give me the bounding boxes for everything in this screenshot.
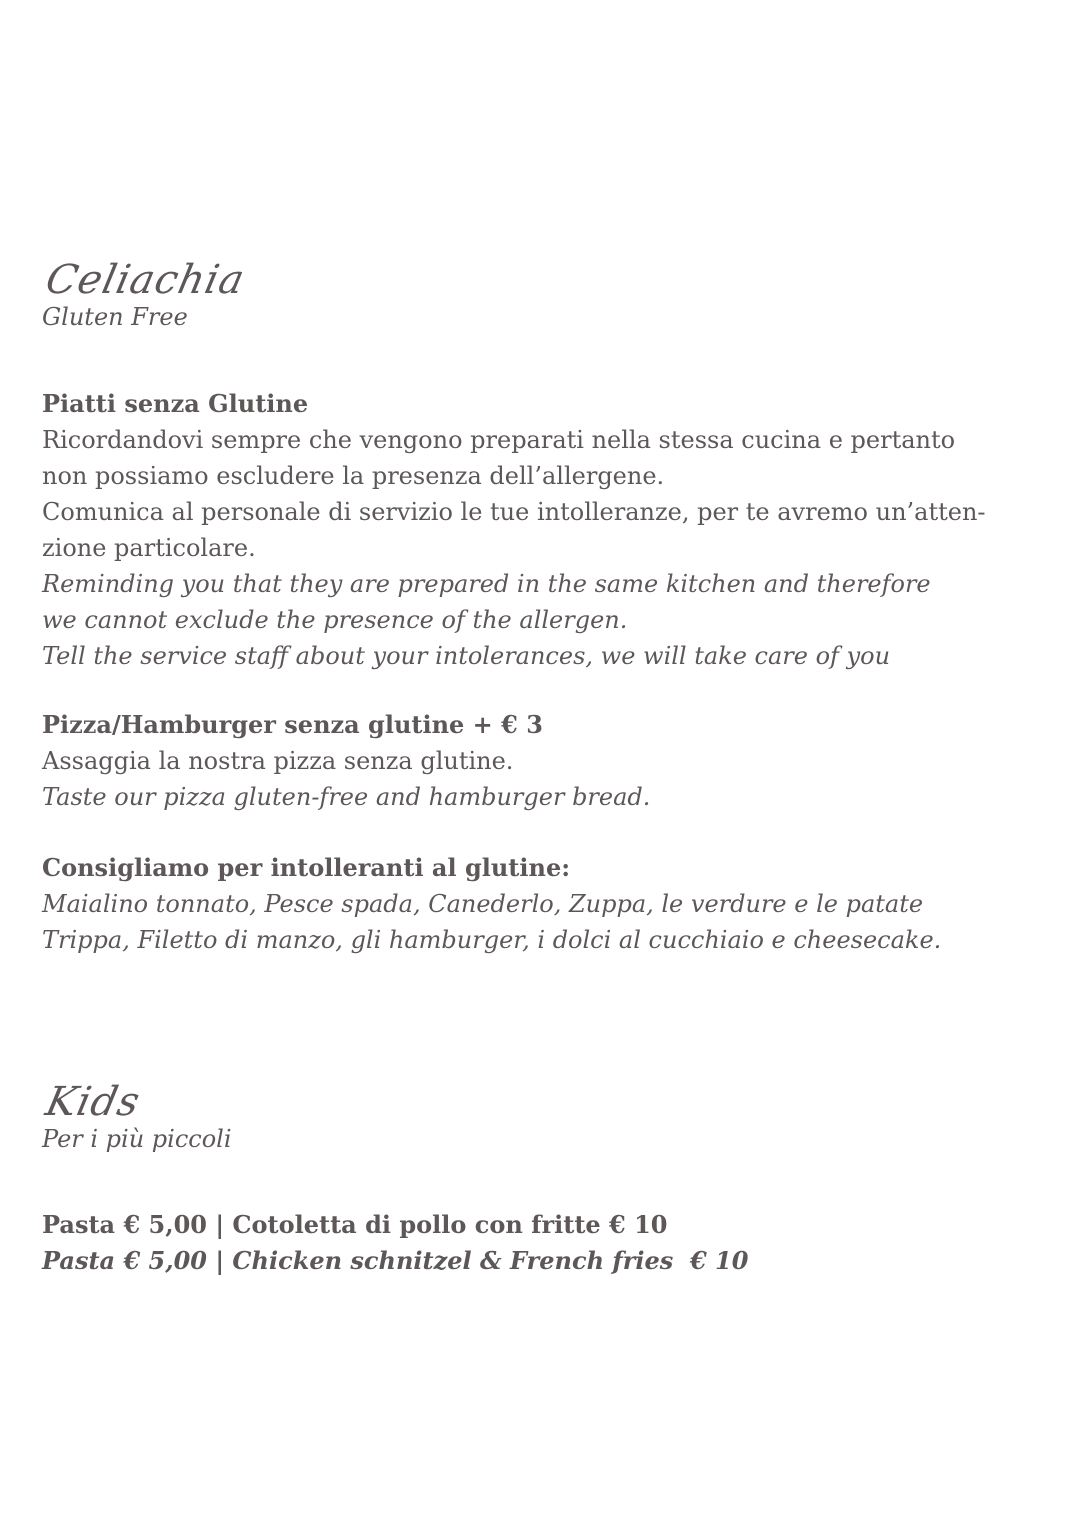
kids-menu-en: Pasta € 5,00 | Chicken schnitzel & French fries € 10 (42, 1246, 749, 1275)
celiachia-section (42, 258, 1052, 332)
piatti-it-line: zione particolare. (42, 534, 256, 562)
consigliamo-heading: Consigliamo per intolleranti al glutine: (42, 853, 571, 882)
piatti-heading: Piatti senza Glutine (42, 389, 309, 418)
pizza-it: Assaggia la nostra pizza senza glutine. (42, 747, 514, 775)
consigliamo-line: Maialino tonnato, Pesce spada, Canederlo, Zuppa, le verdure e le patate (42, 890, 924, 918)
kids-title: Kids (41, 1079, 145, 1125)
kids-menu-block (42, 1207, 1052, 1279)
consigliamo-block (42, 850, 1052, 958)
piatti-senza-glutine-block (42, 386, 1052, 674)
piatti-it-line: non possiamo escludere la presenza dell’allergene. (42, 462, 665, 490)
pizza-heading: Pizza/Hamburger senza glutine + € 3 (42, 710, 543, 739)
piatti-en-line: Reminding you that they are prepared in the same kitchen and therefore (42, 570, 931, 598)
kids-section (42, 1080, 1052, 1154)
piatti-en-line: we cannot exclude the presence of the allergen. (42, 606, 628, 634)
kids-subtitle: Per i più piccoli (42, 1125, 232, 1153)
consigliamo-line: Trippa, Filetto di manzo, gli hamburger, i dolci al cucchiaio e cheesecake. (42, 926, 942, 954)
celiachia-title: Celiachia (41, 257, 250, 303)
kids-menu-it: Pasta € 5,00 | Cotoletta di pollo con fritte € 10 (42, 1210, 668, 1239)
piatti-it-line: Comunica al personale di servizio le tue intolleranze, per te avremo un’atten- (42, 498, 986, 526)
pizza-en: Taste our pizza gluten-free and hamburger bread. (42, 783, 651, 811)
pizza-hamburger-block (42, 707, 1052, 815)
piatti-en-line: Tell the service staff about your intolerances, we will take care of you (42, 642, 891, 670)
piatti-it-line: Ricordandovi sempre che vengono preparati nella stessa cucina e pertanto (42, 426, 956, 454)
celiachia-subtitle: Gluten Free (42, 303, 188, 331)
